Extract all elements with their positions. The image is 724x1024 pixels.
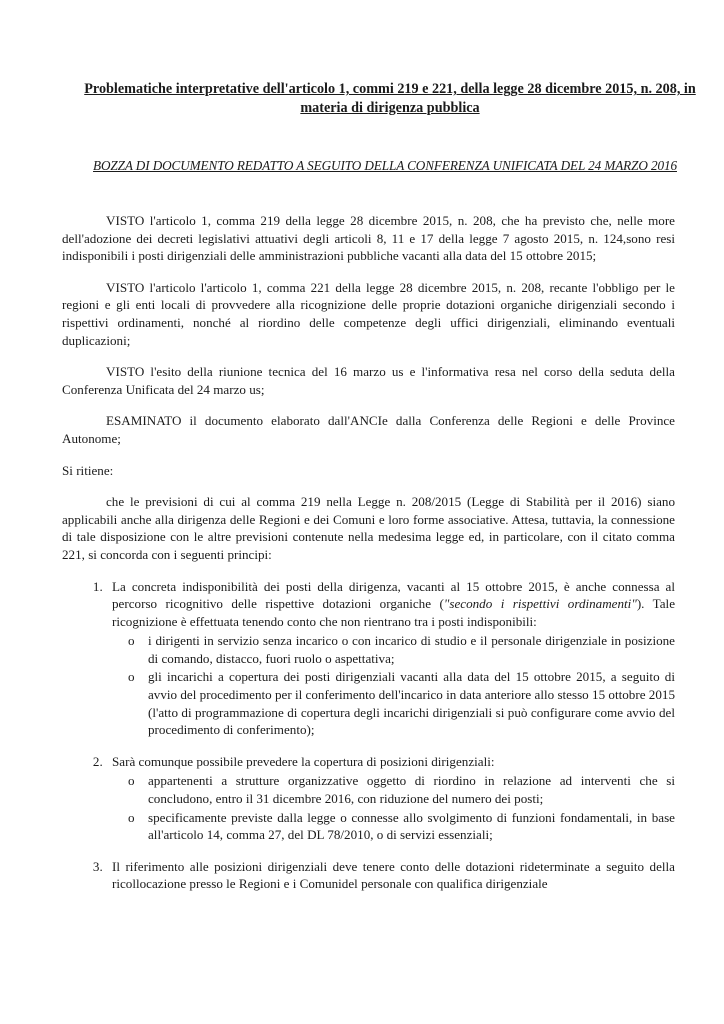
principles-list — [62, 578, 675, 894]
paragraph-visto-riunione — [62, 363, 675, 398]
document-body — [62, 212, 675, 907]
principle-item-2 — [106, 753, 675, 844]
item-text: Sarà comunque possibile prevedere la copertura di posizioni dirigenziali: — [112, 753, 495, 769]
sub-item: o specificamente previste dalla legge o connesse allo svolgimento di funzioni fondamentali, in base all'articolo 14, comma 27, del DL 78/2010, o di servizi essenziali; — [128, 809, 675, 843]
paragraph-visto-221 — [62, 279, 675, 349]
paragraph-esaminato — [62, 412, 675, 447]
sub-list — [112, 772, 675, 843]
item-text: ). Tale ricognizione è effettuata tenendo conto che non rientrano tra i posti indisponibili: — [112, 596, 675, 629]
paragraph-lead: VISTO — [106, 364, 145, 380]
paragraph-lead: VISTO — [106, 213, 145, 228]
sub-item: o gli incarichi a copertura dei posti dirigenziali vacanti alla data del 15 ottobre 2015, a seguito di avvio del procedimento per il conferimento dell'incarico in data anteriore allo stesso 15 ottobre 2015 (l'atto di programmazione di copertura degli incarichi dirigenziali si può configurare come avvio del procedimento di conferimento); — [128, 669, 675, 738]
paragraph-lead: ESAMINATO — [106, 413, 182, 429]
circle-bullet-icon: o — [128, 669, 135, 685]
paragraph-previsioni: che le previsioni di cui al comma 219 nella Legge n. 208/2015 (Legge di Stabilità per il 2016) siano applicabili anche alla dirigenza delle Regioni e dei Comuni e loro forme associative. Attesa, tuttavia, la connessione di tale disposizione con le altre previsioni contenute nella medesima legge ed, in particolare, con il citato comma 221, si concorda con i seguenti principi: — [62, 494, 675, 562]
document-title: Problematiche interpretative dell'articolo 1, commi 219 e 221, della legge 28 dicembre 2015, n. 208, in materia di dirigenza pubblica — [84, 81, 696, 116]
sub-list — [112, 632, 675, 739]
sub-item: o appartenenti a strutture organizzative oggetto di riordino in relazione ad interventi che si concludono, entro il 31 dicembre 2016, con riduzione del numero dei posti; — [128, 773, 675, 807]
sub-item: o i dirigenti in servizio senza incarico o con incarico di studio e il personale dirigenziale in posizione di comando, distacco, fuori ruolo o aspettativa; — [128, 633, 675, 666]
circle-bullet-icon: o — [128, 809, 135, 825]
paragraph-text: l'articolo 1, comma 219 della legge 28 dicembre 2015, n. 208, che ha previsto che, nelle more dell'adozione dei decreti legislativi attuativi degli articoli 8, 11 e 17 della legge 7 agosto 2015, n. 124,sono resi indisponibili i posti dirigenziali delle amministrazioni pubbliche vacanti alla data del 15 ottobre 2015; — [62, 213, 675, 264]
paragraph-lead: VISTO — [106, 279, 145, 295]
item-text: Il riferimento alle posizioni dirigenziali deve tenere conto delle dotazioni rideterminate a seguito della ricollocazione presso le Regioni e i Comunidel personale con qualifica dirigenziale — [112, 858, 675, 892]
item-text: La concreta indisponibilità dei posti della dirigenza, vacanti al 15 ottobre 2015, è anche connessa al percorso ricognitivo delle rispettive dotazioni organiche ( — [112, 578, 675, 612]
principle-item-3 — [106, 858, 675, 893]
item-quote: "secondo i rispettivi ordinamenti" — [443, 596, 637, 612]
circle-bullet-icon: o — [128, 633, 135, 649]
paragraph-text: l'esito della riunione tecnica del 16 marzo us e l'informativa resa nel corso della seduta della Conferenza Unificata del 24 marzo us; — [62, 364, 675, 397]
paragraph-text: il documento elaborato dall'ANCIe dalla Conferenza delle Regioni e delle Province Autonome; — [62, 413, 675, 446]
paragraph-visto-219 — [62, 212, 675, 265]
principle-item-1 — [106, 578, 675, 739]
paragraph-text: l'articolo l'articolo 1, comma 221 della legge 28 dicembre 2015, n. 208, recante l'obbligo per le regioni e gli enti locali di provvedere alla ricognizione delle proprie dotazioni organiche dirigenziali secondo i rispettivi ordinamenti, nonché al riordino delle competenze degli uffici dirigenziali, eliminando eventuali duplicazioni; — [62, 279, 675, 348]
paragraph-si-ritiene: Si ritiene: — [62, 462, 114, 478]
circle-bullet-icon: o — [128, 773, 135, 789]
document-subtitle: BOZZA DI DOCUMENTO REDATTO A SEGUITO DELLA CONFERENZA UNIFICATA DEL 24 MARZO 2016 — [93, 158, 677, 173]
